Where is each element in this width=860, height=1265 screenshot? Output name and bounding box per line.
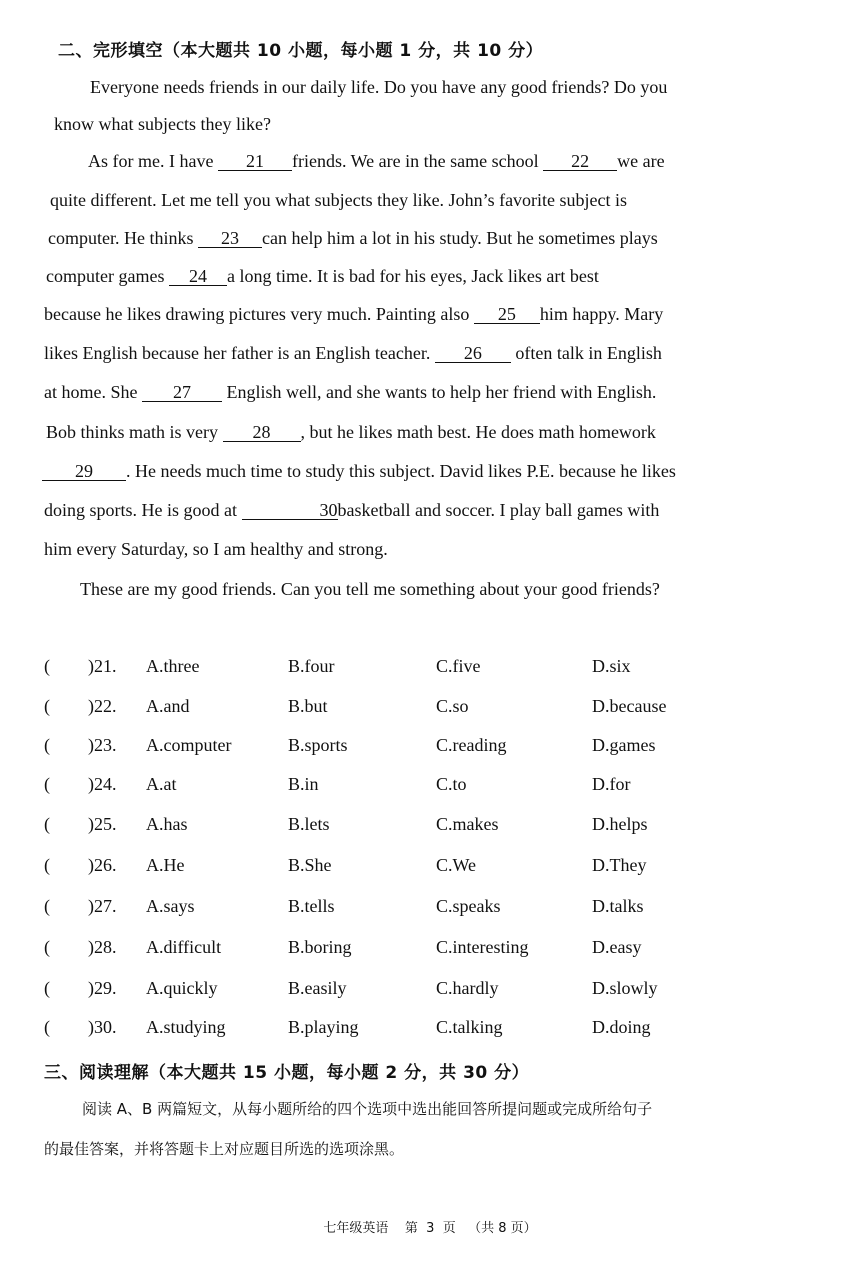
blank-21: 21 bbox=[218, 152, 292, 171]
section3-instruction-1: 阅读 A、B 两篇短文，从每小题所给的四个选项中选出能回答所提问题或完成所给句子 bbox=[82, 1100, 653, 1118]
question-row-30: ( )30. A.studying B.playing C.talking D.doing bbox=[44, 1017, 651, 1037]
section3-title: 三、阅读理解（本大题共 15 小题，每小题 2 分，共 30 分） bbox=[44, 1063, 530, 1083]
question-row-25: ( )25. A.has B.lets C.makes D.helps bbox=[44, 814, 648, 834]
passage-line-9: at home. She 27 English well, and she wants to help her friend with English. bbox=[44, 382, 657, 402]
question-row-23: ( )23. A.computer B.sports C.reading D.games bbox=[44, 735, 656, 755]
blank-24: 24 bbox=[169, 267, 227, 286]
question-row-29: ( )29. A.quickly B.easily C.hardly D.slowly bbox=[44, 978, 658, 998]
question-row-21: ( )21. A.three B.four C.five D.six bbox=[44, 656, 631, 676]
blank-29: 29 bbox=[42, 462, 126, 481]
blank-26: 26 bbox=[435, 344, 511, 363]
passage-line-1: Everyone needs friends in our daily life. Do you have any good friends? Do you bbox=[90, 77, 668, 97]
question-row-26: ( )26. A.He B.She C.We D.They bbox=[44, 855, 647, 875]
blank-28: 28 bbox=[223, 423, 301, 442]
blank-30: 30 bbox=[242, 501, 338, 520]
blank-22: 22 bbox=[543, 152, 617, 171]
passage-line-14: These are my good friends. Can you tell me something about your good friends? bbox=[80, 579, 660, 599]
passage-line-3: As for me. I have 21 friends. We are in the same school 22 we are bbox=[88, 151, 665, 171]
blank-27: 27 bbox=[142, 383, 222, 402]
passage-line-4: quite different. Let me tell you what subjects they like. John’s favorite subject is bbox=[50, 190, 628, 210]
question-row-27: ( )27. A.says B.tells C.speaks D.talks bbox=[44, 896, 644, 916]
blank-25: 25 bbox=[474, 305, 540, 324]
page-footer: 七年级英语 第 3 页 （共 8 页） bbox=[323, 1221, 537, 1236]
passage-line-8: likes English because her father is an English teacher. 26 often talk in English bbox=[44, 343, 662, 363]
question-row-22: ( )22. A.and B.but C.so D.because bbox=[44, 696, 667, 716]
passage-line-7: because he likes drawing pictures very much. Painting also 25 him happy. Mary bbox=[44, 304, 664, 324]
passage-line-11: 29 . He needs much time to study this subject. David likes P.E. because he likes bbox=[42, 460, 676, 482]
section2-title: 二、完形填空（本大题共 10 小题，每小题 1 分，共 10 分） bbox=[58, 41, 544, 61]
question-row-24: ( )24. A.at B.in C.to D.for bbox=[44, 774, 631, 794]
passage-line-2: know what subjects they like? bbox=[54, 114, 271, 134]
passage-line-6: computer games 24 a long time. It is bad for his eyes, Jack likes art best bbox=[46, 266, 599, 286]
passage-line-10: Bob thinks math is very 28 , but he likes math best. He does math homework bbox=[46, 422, 656, 442]
blank-23: 23 bbox=[198, 229, 262, 248]
question-row-28: ( )28. A.difficult B.boring C.interesting D.easy bbox=[44, 937, 642, 957]
passage-line-13: him every Saturday, so I am healthy and strong. bbox=[44, 539, 388, 559]
section3-instruction-2: 的最佳答案，并将答题卡上对应题目所选的选项涂黑。 bbox=[44, 1140, 405, 1158]
passage-line-12: doing sports. He is good at 30basketball and soccer. I play ball games with bbox=[44, 500, 660, 520]
passage-line-5: computer. He thinks 23 can help him a lot in his study. But he sometimes plays bbox=[48, 228, 658, 248]
